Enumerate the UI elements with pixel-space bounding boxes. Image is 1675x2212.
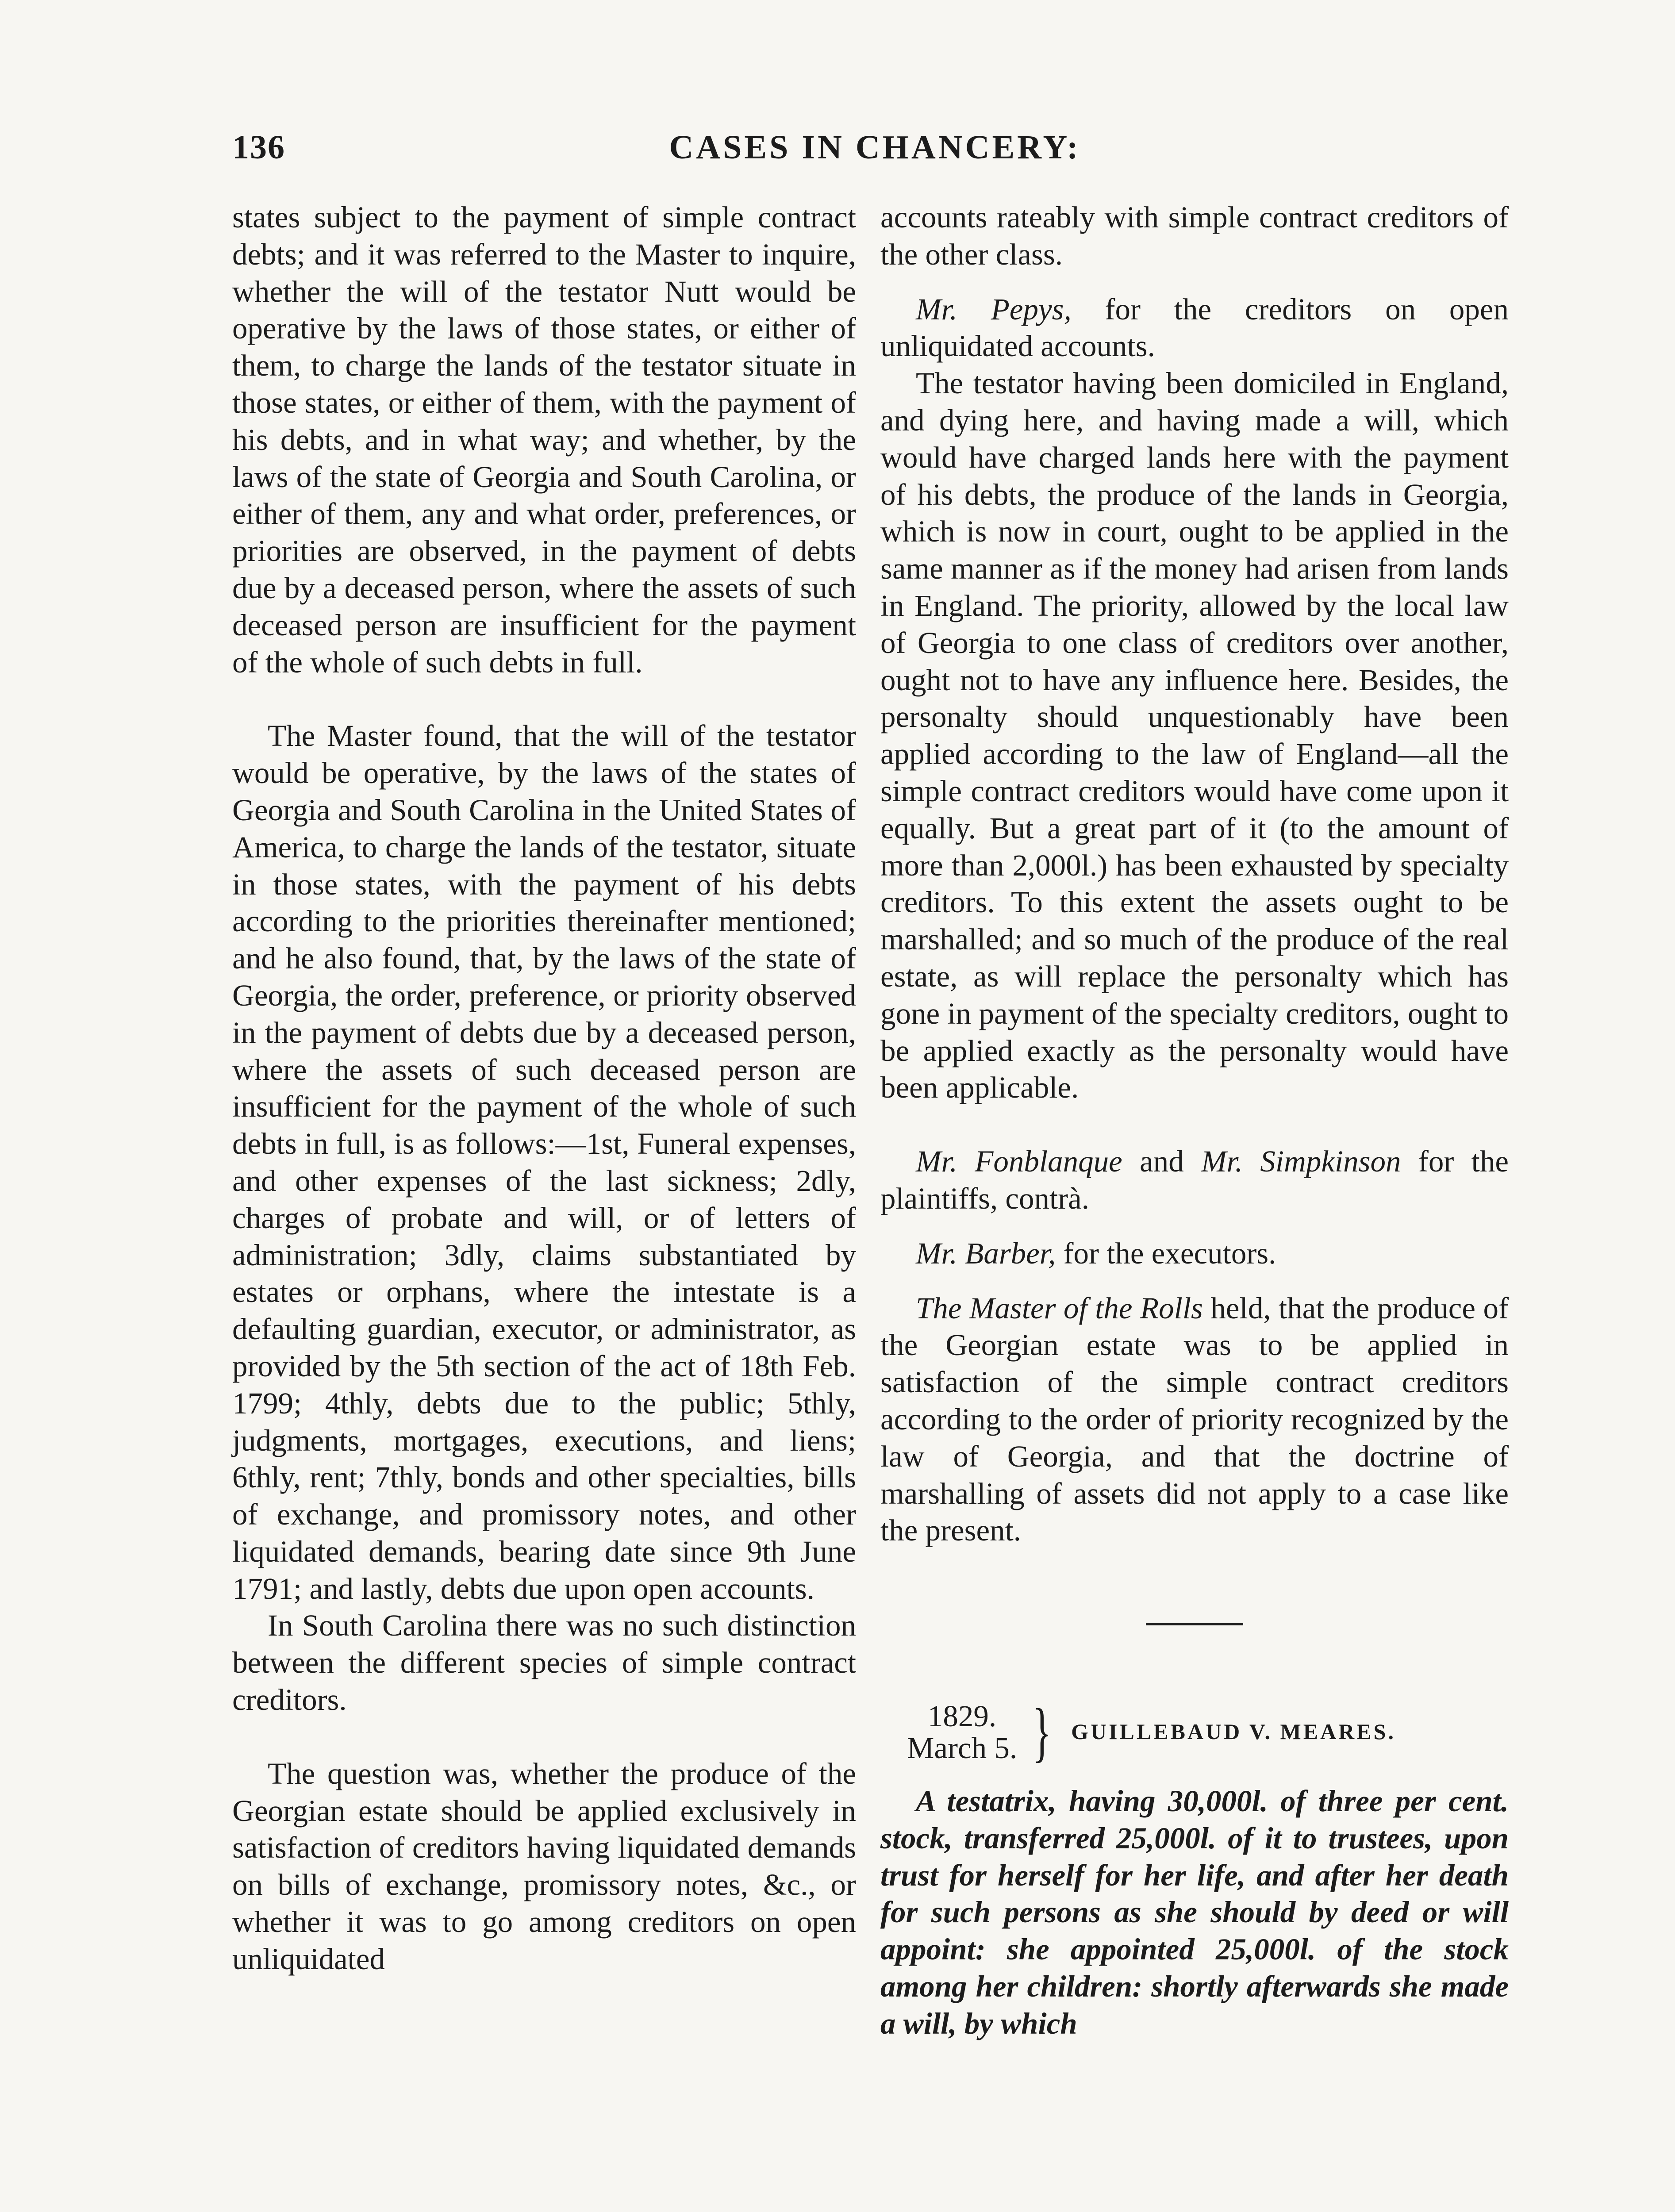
counsel-name: Mr. Barber,: [916, 1236, 1056, 1270]
brace-glyph: }: [1032, 1695, 1052, 1769]
page-number: 136: [232, 129, 285, 166]
case-headnote: A testatrix, having 30,000l. of three per cent. stock, transferred 25,000l. of it to trustees, upon trust for herself for her life, and after her death for such persons as she should by deed or will appoint: she appointed 25,000l. of the stock among her children: shortly afterwards she made a will, by which: [880, 1784, 1509, 2040]
right-column: [880, 199, 1509, 2043]
paragraph-pepys: Mr. Pepys, for the creditors on open unliquidated accounts.: [880, 292, 1509, 363]
paragraph-argument: The testator having been domiciled in England, and dying here, and having made a will, which would have charged lands here with the payment of his debts, the produce of the lands in Georgia, which is now in court, ought to be applied in the same manner as if the money had arisen from lands in England. The priority, allowed by the local law of Georgia to one class of creditors over another, ought not to have any influence here. Besides, the personalty should unquestionably have been applied according to the law of England—all the simple contract creditors would have come upon it equally. But a great part of it (to the amount of more than 2,000l.) has been exhausted by specialty creditors. To this extent the assets ought to be marshalled; and so much of the produce of the real estate, as will replace the personalty which has gone in payment of the specialty creditors, ought to be applied exactly as the personalty would have been applicable.: [880, 366, 1509, 1105]
paragraph-judgment: The Master of the Rolls held, that the produce of the Georgian estate was to be applied in satisfaction of the simple contract creditors according to the order of priority recognized by the law of Georgia, and that the doctrine of marshalling of assets did not apply to a case like the present.: [880, 1291, 1509, 1548]
counsel-name: Mr. Pepys,: [916, 292, 1072, 326]
paragraph-accounts: accounts rateably with simple contract creditors of the other class.: [880, 200, 1509, 271]
paragraph-south-carolina: In South Carolina there was no such distinction between the different species of simple contract creditors.: [232, 1609, 856, 1717]
counsel-name: Mr. Fonblanque: [916, 1144, 1122, 1179]
page-header: [232, 128, 1517, 181]
judge-name: The Master of the Rolls: [916, 1291, 1203, 1325]
paragraph-continuation: states subject to the payment of simple contract debts; and it was referred to the Master to inquire, whether the will of the testator Nutt would be operative by the laws of those states, or either of them, to charge the lands of the testator situate in those states, or either of them, with the payment of his debts, and in what way; and whether, by the laws of the state of Georgia and South Carolina, or either of them, any and what order, preferences, or priorities are observed, in the payment of debts due by a deceased person, where the assets of such deceased person are insufficient for the payment of the whole of such debts in full.: [232, 200, 856, 679]
paragraph-fonblanque: Mr. Fonblanque and Mr. Simpkinson for the plaintiffs, contrà.: [880, 1144, 1509, 1215]
case-name: GUILLEBAUD V. MEARES.: [1071, 1719, 1396, 1744]
counsel-name: Mr. Simpkinson: [1201, 1144, 1401, 1179]
paragraph-master-found: The Master found, that the will of the testator would be operative, by the laws of the states of Georgia and South Carolina in the United States of America, to charge the lands of the testator, situate in those states, with the payment of his debts according to the priorities thereinafter mentioned; and he also found, that, by the laws of the state of Georgia, the order, preference, or priority observed in the payment of debts due by a deceased person, where the assets of such deceased person are insufficient for the payment of the whole of such debts in full, is as follows:—1st, Funeral expenses, and other expenses of the last sickness; 2dly, charges of probate and will, or of letters of administration; 3dly, claims substantiated by estates or orphans, where the intestate is a defaulting guardian, executor, or administrator, as provided by the 5th section of the act of 18th Feb. 1799; 4thly, debts due to the public; 5thly, judgments, mortgages, executions, and liens; 6thly, rent; 7thly, bonds and other specialties, bills of exchange, and promissory notes, and other liquidated demands, bearing date since 9th June 1791; and lastly, debts due upon open accounts.: [232, 719, 856, 1605]
left-column: [232, 199, 856, 1978]
paragraph-barber: Mr. Barber, for the executors.: [916, 1236, 1276, 1270]
case-heading: [907, 1695, 1509, 1769]
paragraph-question: The question was, whether the produce of the Georgian estate should be applied exclusively in satisfaction of creditors having liquidated demands on bills of exchange, promissory notes, &c., or whether it was to go among creditors on open unliquidated: [232, 1756, 856, 1976]
running-title: CASES IN CHANCERY:: [669, 129, 1081, 166]
case-date: 1829. March 5.: [907, 1699, 1018, 1765]
